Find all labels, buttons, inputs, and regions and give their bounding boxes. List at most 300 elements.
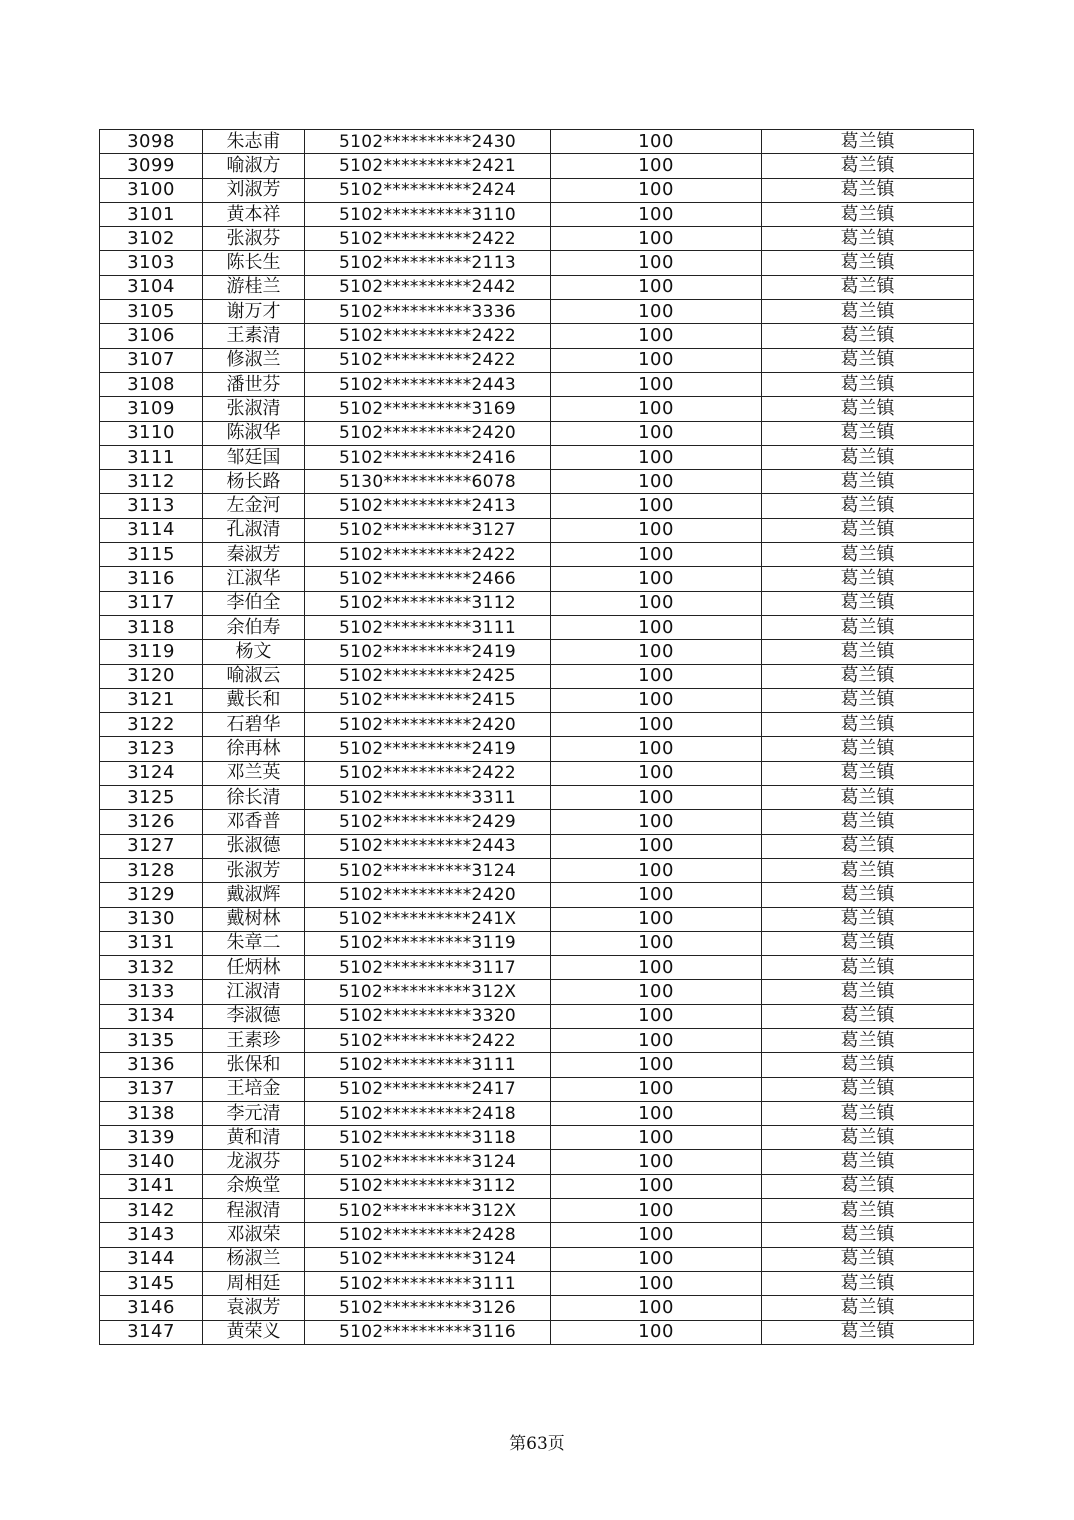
amount-cell: 100	[551, 1004, 762, 1028]
table-row	[100, 421, 974, 445]
id-number-cell: 5130**********6078	[305, 470, 551, 494]
id-number-cell: 5102**********2422	[305, 324, 551, 348]
amount-cell: 100	[551, 1150, 762, 1174]
town-cell: 葛兰镇	[762, 251, 974, 275]
town-cell: 葛兰镇	[762, 858, 974, 882]
town-cell: 葛兰镇	[762, 372, 974, 396]
name-cell: 戴长和	[203, 688, 305, 712]
town-cell: 葛兰镇	[762, 737, 974, 761]
id-number-cell: 5102**********3119	[305, 931, 551, 955]
name-cell: 修淑兰	[203, 348, 305, 372]
town-cell: 葛兰镇	[762, 154, 974, 178]
table-row	[100, 615, 974, 639]
town-cell: 葛兰镇	[762, 178, 974, 202]
amount-cell: 100	[551, 956, 762, 980]
serial-number-cell: 3112	[100, 470, 203, 494]
name-cell: 李元清	[203, 1101, 305, 1125]
town-cell: 葛兰镇	[762, 907, 974, 931]
id-number-cell: 5102**********2420	[305, 713, 551, 737]
id-number-cell: 5102**********3110	[305, 202, 551, 226]
amount-cell: 100	[551, 421, 762, 445]
table-row	[100, 372, 974, 396]
town-cell: 葛兰镇	[762, 591, 974, 615]
serial-number-cell: 3115	[100, 543, 203, 567]
name-cell: 戴树林	[203, 907, 305, 931]
amount-cell: 100	[551, 202, 762, 226]
amount-cell: 100	[551, 1028, 762, 1052]
serial-number-cell: 3136	[100, 1053, 203, 1077]
name-cell: 陈淑华	[203, 421, 305, 445]
name-cell: 张淑清	[203, 397, 305, 421]
table-row	[100, 178, 974, 202]
id-number-cell: 5102**********2443	[305, 372, 551, 396]
id-number-cell: 5102**********3116	[305, 1320, 551, 1344]
name-cell: 杨文	[203, 640, 305, 664]
serial-number-cell: 3147	[100, 1320, 203, 1344]
table-row	[100, 518, 974, 542]
serial-number-cell: 3123	[100, 737, 203, 761]
amount-cell: 100	[551, 300, 762, 324]
amount-cell: 100	[551, 713, 762, 737]
name-cell: 潘世芬	[203, 372, 305, 396]
town-cell: 葛兰镇	[762, 956, 974, 980]
table-row	[100, 154, 974, 178]
id-number-cell: 5102**********3124	[305, 858, 551, 882]
id-number-cell: 5102**********3169	[305, 397, 551, 421]
amount-cell: 100	[551, 907, 762, 931]
serial-number-cell: 3139	[100, 1126, 203, 1150]
amount-cell: 100	[551, 761, 762, 785]
id-number-cell: 5102**********3111	[305, 1053, 551, 1077]
name-cell: 袁淑芳	[203, 1296, 305, 1320]
table-row	[100, 275, 974, 299]
serial-number-cell: 3120	[100, 664, 203, 688]
id-number-cell: 5102**********2419	[305, 737, 551, 761]
table-row	[100, 1028, 974, 1052]
table-row	[100, 810, 974, 834]
amount-cell: 100	[551, 1247, 762, 1271]
amount-cell: 100	[551, 1126, 762, 1150]
name-cell: 李伯全	[203, 591, 305, 615]
town-cell: 葛兰镇	[762, 1004, 974, 1028]
town-cell: 葛兰镇	[762, 518, 974, 542]
id-number-cell: 5102**********2429	[305, 810, 551, 834]
table-row	[100, 567, 974, 591]
name-cell: 周相廷	[203, 1271, 305, 1295]
name-cell: 黄荣义	[203, 1320, 305, 1344]
amount-cell: 100	[551, 591, 762, 615]
table-row	[100, 1247, 974, 1271]
name-cell: 刘淑芳	[203, 178, 305, 202]
serial-number-cell: 3141	[100, 1174, 203, 1198]
serial-number-cell: 3143	[100, 1223, 203, 1247]
serial-number-cell: 3144	[100, 1247, 203, 1271]
table-row	[100, 1053, 974, 1077]
town-cell: 葛兰镇	[762, 1271, 974, 1295]
amount-cell: 100	[551, 1101, 762, 1125]
table-row	[100, 202, 974, 226]
serial-number-cell: 3146	[100, 1296, 203, 1320]
id-number-cell: 5102**********2422	[305, 543, 551, 567]
serial-number-cell: 3131	[100, 931, 203, 955]
amount-cell: 100	[551, 688, 762, 712]
table-row	[100, 883, 974, 907]
amount-cell: 100	[551, 615, 762, 639]
town-cell: 葛兰镇	[762, 1247, 974, 1271]
amount-cell: 100	[551, 178, 762, 202]
serial-number-cell: 3105	[100, 300, 203, 324]
amount-cell: 100	[551, 154, 762, 178]
amount-cell: 100	[551, 397, 762, 421]
name-cell: 喻淑云	[203, 664, 305, 688]
table-row	[100, 713, 974, 737]
name-cell: 邓淑荣	[203, 1223, 305, 1247]
amount-cell: 100	[551, 640, 762, 664]
table-row	[100, 445, 974, 469]
roster-table-body	[100, 130, 974, 1345]
amount-cell: 100	[551, 1320, 762, 1344]
serial-number-cell: 3128	[100, 858, 203, 882]
id-number-cell: 5102**********2422	[305, 761, 551, 785]
town-cell: 葛兰镇	[762, 494, 974, 518]
serial-number-cell: 3130	[100, 907, 203, 931]
table-row	[100, 324, 974, 348]
id-number-cell: 5102**********3124	[305, 1247, 551, 1271]
table-row	[100, 1320, 974, 1344]
town-cell: 葛兰镇	[762, 761, 974, 785]
id-number-cell: 5102**********312X	[305, 1199, 551, 1223]
name-cell: 邓香普	[203, 810, 305, 834]
table-row	[100, 130, 974, 154]
id-number-cell: 5102**********2417	[305, 1077, 551, 1101]
serial-number-cell: 3110	[100, 421, 203, 445]
serial-number-cell: 3113	[100, 494, 203, 518]
serial-number-cell: 3125	[100, 786, 203, 810]
town-cell: 葛兰镇	[762, 1199, 974, 1223]
id-number-cell: 5102**********2422	[305, 227, 551, 251]
name-cell: 陈长生	[203, 251, 305, 275]
serial-number-cell: 3103	[100, 251, 203, 275]
name-cell: 谢万才	[203, 300, 305, 324]
serial-number-cell: 3138	[100, 1101, 203, 1125]
id-number-cell: 5102**********2420	[305, 883, 551, 907]
name-cell: 张保和	[203, 1053, 305, 1077]
town-cell: 葛兰镇	[762, 1101, 974, 1125]
town-cell: 葛兰镇	[762, 786, 974, 810]
serial-number-cell: 3118	[100, 615, 203, 639]
amount-cell: 100	[551, 567, 762, 591]
name-cell: 喻淑方	[203, 154, 305, 178]
serial-number-cell: 3132	[100, 956, 203, 980]
serial-number-cell: 3114	[100, 518, 203, 542]
table-row	[100, 543, 974, 567]
name-cell: 李淑德	[203, 1004, 305, 1028]
table-row	[100, 1101, 974, 1125]
amount-cell: 100	[551, 348, 762, 372]
id-number-cell: 5102**********241X	[305, 907, 551, 931]
serial-number-cell: 3119	[100, 640, 203, 664]
amount-cell: 100	[551, 130, 762, 154]
serial-number-cell: 3124	[100, 761, 203, 785]
name-cell: 徐长清	[203, 786, 305, 810]
table-row	[100, 591, 974, 615]
roster-table	[99, 129, 974, 1345]
town-cell: 葛兰镇	[762, 1296, 974, 1320]
amount-cell: 100	[551, 1271, 762, 1295]
table-row	[100, 664, 974, 688]
id-number-cell: 5102**********2421	[305, 154, 551, 178]
serial-number-cell: 3104	[100, 275, 203, 299]
town-cell: 葛兰镇	[762, 1150, 974, 1174]
town-cell: 葛兰镇	[762, 1174, 974, 1198]
name-cell: 朱章二	[203, 931, 305, 955]
table-row	[100, 907, 974, 931]
serial-number-cell: 3129	[100, 883, 203, 907]
name-cell: 张淑德	[203, 834, 305, 858]
table-row	[100, 348, 974, 372]
table-row	[100, 786, 974, 810]
serial-number-cell: 3127	[100, 834, 203, 858]
name-cell: 张淑芬	[203, 227, 305, 251]
table-row	[100, 494, 974, 518]
amount-cell: 100	[551, 445, 762, 469]
table-row	[100, 1126, 974, 1150]
table-row	[100, 956, 974, 980]
id-number-cell: 5102**********3117	[305, 956, 551, 980]
town-cell: 葛兰镇	[762, 543, 974, 567]
id-number-cell: 5102**********3112	[305, 1174, 551, 1198]
serial-number-cell: 3133	[100, 980, 203, 1004]
serial-number-cell: 3134	[100, 1004, 203, 1028]
table-row	[100, 251, 974, 275]
serial-number-cell: 3121	[100, 688, 203, 712]
name-cell: 龙淑芬	[203, 1150, 305, 1174]
id-number-cell: 5102**********3111	[305, 615, 551, 639]
serial-number-cell: 3116	[100, 567, 203, 591]
table-row	[100, 1271, 974, 1295]
amount-cell: 100	[551, 1199, 762, 1223]
id-number-cell: 5102**********3112	[305, 591, 551, 615]
id-number-cell: 5102**********2422	[305, 348, 551, 372]
town-cell: 葛兰镇	[762, 615, 974, 639]
id-number-cell: 5102**********2420	[305, 421, 551, 445]
table-row	[100, 688, 974, 712]
serial-number-cell: 3098	[100, 130, 203, 154]
table-row	[100, 1150, 974, 1174]
amount-cell: 100	[551, 251, 762, 275]
id-number-cell: 5102**********2422	[305, 1028, 551, 1052]
serial-number-cell: 3137	[100, 1077, 203, 1101]
town-cell: 葛兰镇	[762, 980, 974, 1004]
name-cell: 杨淑兰	[203, 1247, 305, 1271]
town-cell: 葛兰镇	[762, 275, 974, 299]
amount-cell: 100	[551, 1223, 762, 1247]
serial-number-cell: 3107	[100, 348, 203, 372]
name-cell: 余焕堂	[203, 1174, 305, 1198]
town-cell: 葛兰镇	[762, 810, 974, 834]
id-number-cell: 5102**********3124	[305, 1150, 551, 1174]
id-number-cell: 5102**********3320	[305, 1004, 551, 1028]
serial-number-cell: 3135	[100, 1028, 203, 1052]
id-number-cell: 5102**********2443	[305, 834, 551, 858]
id-number-cell: 5102**********2466	[305, 567, 551, 591]
name-cell: 余伯寿	[203, 615, 305, 639]
town-cell: 葛兰镇	[762, 664, 974, 688]
town-cell: 葛兰镇	[762, 470, 974, 494]
town-cell: 葛兰镇	[762, 324, 974, 348]
serial-number-cell: 3108	[100, 372, 203, 396]
name-cell: 孔淑清	[203, 518, 305, 542]
serial-number-cell: 3145	[100, 1271, 203, 1295]
table-row	[100, 640, 974, 664]
table-row	[100, 858, 974, 882]
id-number-cell: 5102**********2425	[305, 664, 551, 688]
id-number-cell: 5102**********2424	[305, 178, 551, 202]
amount-cell: 100	[551, 931, 762, 955]
amount-cell: 100	[551, 324, 762, 348]
town-cell: 葛兰镇	[762, 202, 974, 226]
table-row	[100, 931, 974, 955]
id-number-cell: 5102**********3127	[305, 518, 551, 542]
amount-cell: 100	[551, 834, 762, 858]
id-number-cell: 5102**********3311	[305, 786, 551, 810]
amount-cell: 100	[551, 543, 762, 567]
serial-number-cell: 3109	[100, 397, 203, 421]
name-cell: 游桂兰	[203, 275, 305, 299]
town-cell: 葛兰镇	[762, 688, 974, 712]
amount-cell: 100	[551, 470, 762, 494]
name-cell: 黄本祥	[203, 202, 305, 226]
name-cell: 程淑清	[203, 1199, 305, 1223]
amount-cell: 100	[551, 1077, 762, 1101]
serial-number-cell: 3099	[100, 154, 203, 178]
table-row	[100, 1077, 974, 1101]
id-number-cell: 5102**********2413	[305, 494, 551, 518]
amount-cell: 100	[551, 737, 762, 761]
id-number-cell: 5102**********2113	[305, 251, 551, 275]
name-cell: 任炳林	[203, 956, 305, 980]
name-cell: 秦淑芳	[203, 543, 305, 567]
serial-number-cell: 3106	[100, 324, 203, 348]
town-cell: 葛兰镇	[762, 713, 974, 737]
town-cell: 葛兰镇	[762, 227, 974, 251]
town-cell: 葛兰镇	[762, 421, 974, 445]
name-cell: 王素清	[203, 324, 305, 348]
table-row	[100, 470, 974, 494]
table-row	[100, 1223, 974, 1247]
serial-number-cell: 3140	[100, 1150, 203, 1174]
id-number-cell: 5102**********2430	[305, 130, 551, 154]
name-cell: 徐再林	[203, 737, 305, 761]
id-number-cell: 5102**********2428	[305, 1223, 551, 1247]
serial-number-cell: 3100	[100, 178, 203, 202]
id-number-cell: 5102**********2418	[305, 1101, 551, 1125]
serial-number-cell: 3117	[100, 591, 203, 615]
name-cell: 王培金	[203, 1077, 305, 1101]
name-cell: 邹廷国	[203, 445, 305, 469]
town-cell: 葛兰镇	[762, 397, 974, 421]
serial-number-cell: 3142	[100, 1199, 203, 1223]
table-row	[100, 1199, 974, 1223]
table-row	[100, 761, 974, 785]
name-cell: 邓兰英	[203, 761, 305, 785]
amount-cell: 100	[551, 518, 762, 542]
town-cell: 葛兰镇	[762, 1028, 974, 1052]
name-cell: 江淑华	[203, 567, 305, 591]
id-number-cell: 5102**********3111	[305, 1271, 551, 1295]
id-number-cell: 5102**********2419	[305, 640, 551, 664]
town-cell: 葛兰镇	[762, 445, 974, 469]
town-cell: 葛兰镇	[762, 348, 974, 372]
serial-number-cell: 3126	[100, 810, 203, 834]
table-row	[100, 1174, 974, 1198]
amount-cell: 100	[551, 1174, 762, 1198]
amount-cell: 100	[551, 810, 762, 834]
name-cell: 张淑芳	[203, 858, 305, 882]
town-cell: 葛兰镇	[762, 931, 974, 955]
page-number: 第63页	[509, 1434, 565, 1454]
amount-cell: 100	[551, 980, 762, 1004]
id-number-cell: 5102**********2415	[305, 688, 551, 712]
amount-cell: 100	[551, 858, 762, 882]
serial-number-cell: 3101	[100, 202, 203, 226]
table-row	[100, 397, 974, 421]
town-cell: 葛兰镇	[762, 130, 974, 154]
serial-number-cell: 3122	[100, 713, 203, 737]
table-row	[100, 834, 974, 858]
amount-cell: 100	[551, 1296, 762, 1320]
amount-cell: 100	[551, 494, 762, 518]
id-number-cell: 5102**********312X	[305, 980, 551, 1004]
amount-cell: 100	[551, 372, 762, 396]
name-cell: 石碧华	[203, 713, 305, 737]
town-cell: 葛兰镇	[762, 640, 974, 664]
amount-cell: 100	[551, 883, 762, 907]
name-cell: 杨长路	[203, 470, 305, 494]
town-cell: 葛兰镇	[762, 567, 974, 591]
town-cell: 葛兰镇	[762, 1223, 974, 1247]
table-row	[100, 1004, 974, 1028]
table-row	[100, 737, 974, 761]
town-cell: 葛兰镇	[762, 1077, 974, 1101]
id-number-cell: 5102**********3126	[305, 1296, 551, 1320]
amount-cell: 100	[551, 227, 762, 251]
town-cell: 葛兰镇	[762, 1320, 974, 1344]
name-cell: 黄和清	[203, 1126, 305, 1150]
town-cell: 葛兰镇	[762, 1126, 974, 1150]
name-cell: 王素珍	[203, 1028, 305, 1052]
id-number-cell: 5102**********3336	[305, 300, 551, 324]
amount-cell: 100	[551, 275, 762, 299]
town-cell: 葛兰镇	[762, 834, 974, 858]
serial-number-cell: 3111	[100, 445, 203, 469]
id-number-cell: 5102**********2416	[305, 445, 551, 469]
id-number-cell: 5102**********3118	[305, 1126, 551, 1150]
id-number-cell: 5102**********2442	[305, 275, 551, 299]
table-row	[100, 980, 974, 1004]
amount-cell: 100	[551, 1053, 762, 1077]
amount-cell: 100	[551, 664, 762, 688]
town-cell: 葛兰镇	[762, 883, 974, 907]
serial-number-cell: 3102	[100, 227, 203, 251]
table-row	[100, 1296, 974, 1320]
name-cell: 江淑清	[203, 980, 305, 1004]
amount-cell: 100	[551, 786, 762, 810]
name-cell: 戴淑辉	[203, 883, 305, 907]
name-cell: 左金河	[203, 494, 305, 518]
town-cell: 葛兰镇	[762, 1053, 974, 1077]
table-row	[100, 300, 974, 324]
